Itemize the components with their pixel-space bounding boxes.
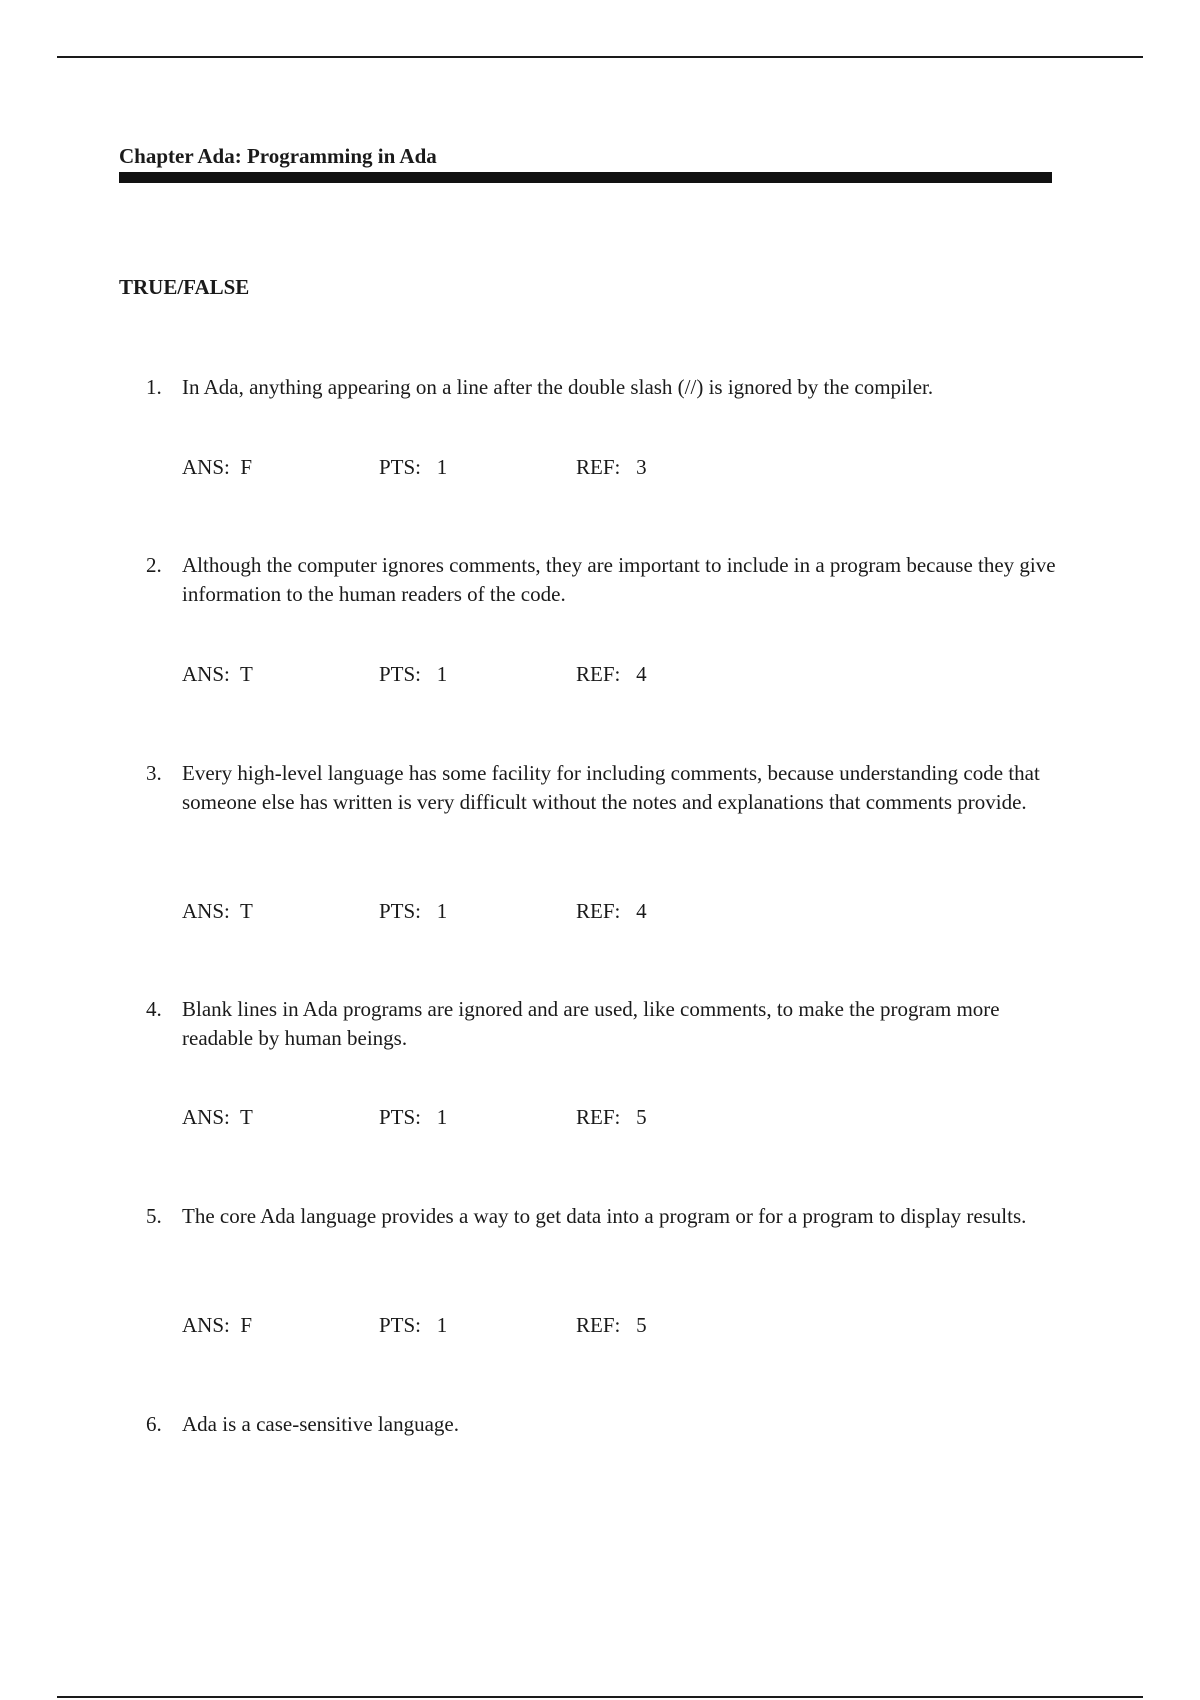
question-number: 3. — [146, 761, 162, 785]
points-value: PTS: 1 — [379, 1313, 448, 1337]
question-text: Every high-level language has some facility for including comments, because understanding code that someone else has written is very difficult without the notes and explanations that comments provide. — [182, 761, 1040, 814]
points-value: PTS: 1 — [379, 899, 448, 923]
answer-value: ANS: T — [182, 899, 253, 923]
reference-value: REF: 4 — [576, 662, 647, 686]
page-top-rule — [57, 56, 1143, 58]
answer-value: ANS: F — [182, 1313, 253, 1337]
answer-value: ANS: T — [182, 662, 253, 686]
section-heading: TRUE/FALSE — [119, 275, 250, 299]
question-text: In Ada, anything appearing on a line after the double slash (//) is ignored by the compiler. — [182, 375, 934, 399]
reference-value: REF: 4 — [576, 899, 647, 923]
question-text: Although the computer ignores comments, they are important to include in a program because they give information to the human readers of the code. — [182, 553, 1056, 606]
points-value: PTS: 1 — [379, 662, 448, 686]
points-value: PTS: 1 — [379, 1105, 448, 1129]
page-bottom-rule — [57, 1696, 1143, 1698]
question-number: 2. — [146, 553, 162, 577]
question-text: The core Ada language provides a way to get data into a program or for a program to display results. — [182, 1204, 1027, 1228]
question-number: 1. — [146, 375, 162, 399]
answer-value: ANS: T — [182, 1105, 253, 1129]
points-value: PTS: 1 — [379, 455, 448, 479]
reference-value: REF: 3 — [576, 455, 647, 479]
question-number: 4. — [146, 997, 162, 1021]
chapter-title-bar — [119, 172, 1052, 183]
question-number: 5. — [146, 1204, 162, 1228]
chapter-title: Chapter Ada: Programming in Ada — [119, 144, 437, 168]
question-number: 6. — [146, 1412, 162, 1436]
reference-value: REF: 5 — [576, 1313, 647, 1337]
answer-value: ANS: F — [182, 455, 253, 479]
question-text: Ada is a case-sensitive language. — [182, 1412, 459, 1436]
question-text: Blank lines in Ada programs are ignored and are used, like comments, to make the program more readable by human beings. — [182, 997, 1000, 1050]
reference-value: REF: 5 — [576, 1105, 647, 1129]
